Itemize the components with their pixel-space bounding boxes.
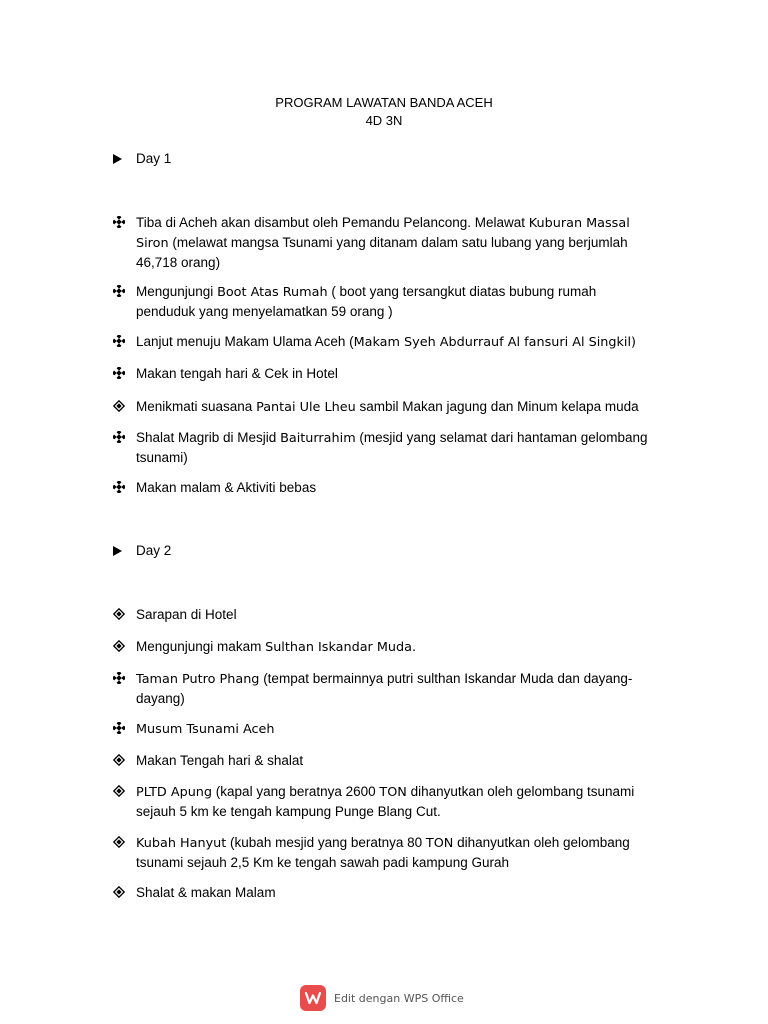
itinerary-item-text <box>136 782 658 821</box>
outline-diamond-bullet-icon <box>113 886 125 898</box>
itinerary-item-text <box>136 332 658 352</box>
place-name-text: Pantai Ule Lheu <box>256 400 356 415</box>
itinerary-item-text <box>136 637 658 657</box>
item-text-segment: sambil Makan jagung dan Minum kelapa muda <box>355 399 639 414</box>
itinerary-item-text <box>136 213 658 272</box>
itinerary-item <box>113 478 658 497</box>
place-name-text: PLTD Apung <box>136 785 213 800</box>
item-text-segment: (melawat mangsa Tsunami yang ditanam dalam satu lubang yang berjumlah 46,718 orang) <box>136 235 628 270</box>
place-name-text: TON <box>425 836 454 851</box>
itinerary-item <box>113 833 658 872</box>
place-name-text: Taman Putro Phang <box>136 672 260 687</box>
itinerary-item <box>113 397 658 417</box>
wps-office-logo-icon <box>300 985 326 1011</box>
itinerary-item-text <box>136 364 658 383</box>
itinerary-item-text <box>136 478 658 497</box>
itinerary-item-text <box>136 605 658 624</box>
item-text-segment: Mengunjungi makam <box>136 639 266 654</box>
place-name-text: Makam Syeh Abdurrauf Al fansuri Al Singkil) <box>353 335 637 350</box>
item-text-segment: Tiba di Acheh akan disambut oleh Pemandu Pelancong. Melawat <box>136 215 529 230</box>
itinerary-item <box>113 719 658 739</box>
outline-diamond-bullet-icon <box>113 608 125 620</box>
itinerary-item-text <box>136 751 658 770</box>
item-text-segment: Menikmati suasana <box>136 399 257 414</box>
itinerary-item <box>113 282 658 321</box>
itinerary-item-text <box>136 428 658 467</box>
place-name-text: Musum Tsunami Aceh <box>136 722 275 737</box>
itinerary-item <box>113 782 658 821</box>
item-text-segment: (kubah mesjid yang beratnya 80 <box>226 835 426 850</box>
arrow-bullet-icon <box>113 546 122 556</box>
place-name-text: TON <box>379 785 407 800</box>
itinerary-item <box>113 637 658 657</box>
item-text-segment: (tempat bermainnya putri sulthan Iskandar Muda dan dayang-dayang) <box>136 671 633 706</box>
wps-edit-badge[interactable] <box>300 984 464 1012</box>
wps-edit-label: Edit dengan WPS Office <box>334 991 464 1005</box>
item-text-segment: Makan malam & Aktiviti bebas <box>136 480 317 495</box>
place-name-text: Kuburan Massal Siron <box>136 216 630 251</box>
itinerary-item <box>113 605 658 624</box>
item-text-segment: Makan Tengah hari & shalat <box>136 753 304 768</box>
item-text-segment: Sarapan di Hotel <box>136 607 237 622</box>
outline-diamond-bullet-icon <box>113 836 125 848</box>
item-text-segment: Shalat Magrib di Mesjid <box>136 430 281 445</box>
item-text-segment: (mesjid yang selamat dari hantaman gelombang tsunami) <box>136 430 648 465</box>
item-text-segment: Mengunjungi <box>136 284 218 299</box>
outline-diamond-bullet-icon <box>113 785 125 797</box>
day-label: Day 1 <box>136 151 172 166</box>
item-text-segment: Shalat & makan Malam <box>136 885 276 900</box>
diamond-bullet-icon <box>113 367 125 379</box>
diamond-bullet-icon <box>113 216 125 228</box>
item-text-segment: Lanjut menuju Makam Ulama Aceh ( <box>136 334 354 349</box>
outline-diamond-bullet-icon <box>113 754 125 766</box>
arrow-bullet-icon <box>113 154 122 164</box>
diamond-bullet-icon <box>113 335 125 347</box>
place-name-text: Boot Atas Rumah <box>217 285 328 300</box>
place-name-text: Sulthan Iskandar Muda. <box>265 640 417 655</box>
itinerary-item-text <box>136 883 658 902</box>
itinerary-item-text <box>136 282 658 321</box>
itinerary-item <box>113 213 658 272</box>
diamond-bullet-icon <box>113 285 125 297</box>
item-text-segment: ( boot yang tersangkut diatas bubung rumah penduduk yang menyelamatkan 59 orang ) <box>136 284 597 319</box>
item-text-segment: dihanyutkan oleh gelombang tsunami sejauh 2,5 Km ke tengah sawah padi kampung Gurah <box>136 835 630 870</box>
diamond-bullet-icon <box>113 431 125 443</box>
itinerary-item <box>113 669 658 708</box>
itinerary-item <box>113 332 658 352</box>
item-text-segment: dihanyutkan oleh gelombang tsunami sejauh 5 km ke tengah kampung Punge Blang Cut. <box>136 784 635 819</box>
itinerary-item-text <box>136 833 658 872</box>
day-label: Day 2 <box>136 543 172 558</box>
diamond-bullet-icon <box>113 481 125 493</box>
itinerary-item <box>113 883 658 902</box>
outline-diamond-bullet-icon <box>113 640 125 652</box>
document-title: PROGRAM LAWATAN BANDA ACEH <box>275 95 493 110</box>
itinerary-item <box>113 751 658 770</box>
diamond-bullet-icon <box>113 672 125 684</box>
place-name-text: Baiturrahim <box>280 431 356 446</box>
itinerary-item <box>113 428 658 467</box>
document-subtitle: 4D 3N <box>365 113 403 128</box>
item-text-segment: (kapal yang beratnya 2600 <box>212 784 380 799</box>
diamond-bullet-icon <box>113 722 125 734</box>
itinerary-item <box>113 364 658 383</box>
place-name-text: Kubah Hanyut <box>136 836 227 851</box>
itinerary-item-text <box>136 669 658 708</box>
itinerary-item-text <box>136 397 658 417</box>
itinerary-item-text <box>136 719 658 739</box>
item-text-segment: Makan tengah hari & Cek in Hotel <box>136 366 338 381</box>
outline-diamond-bullet-icon <box>113 400 125 412</box>
